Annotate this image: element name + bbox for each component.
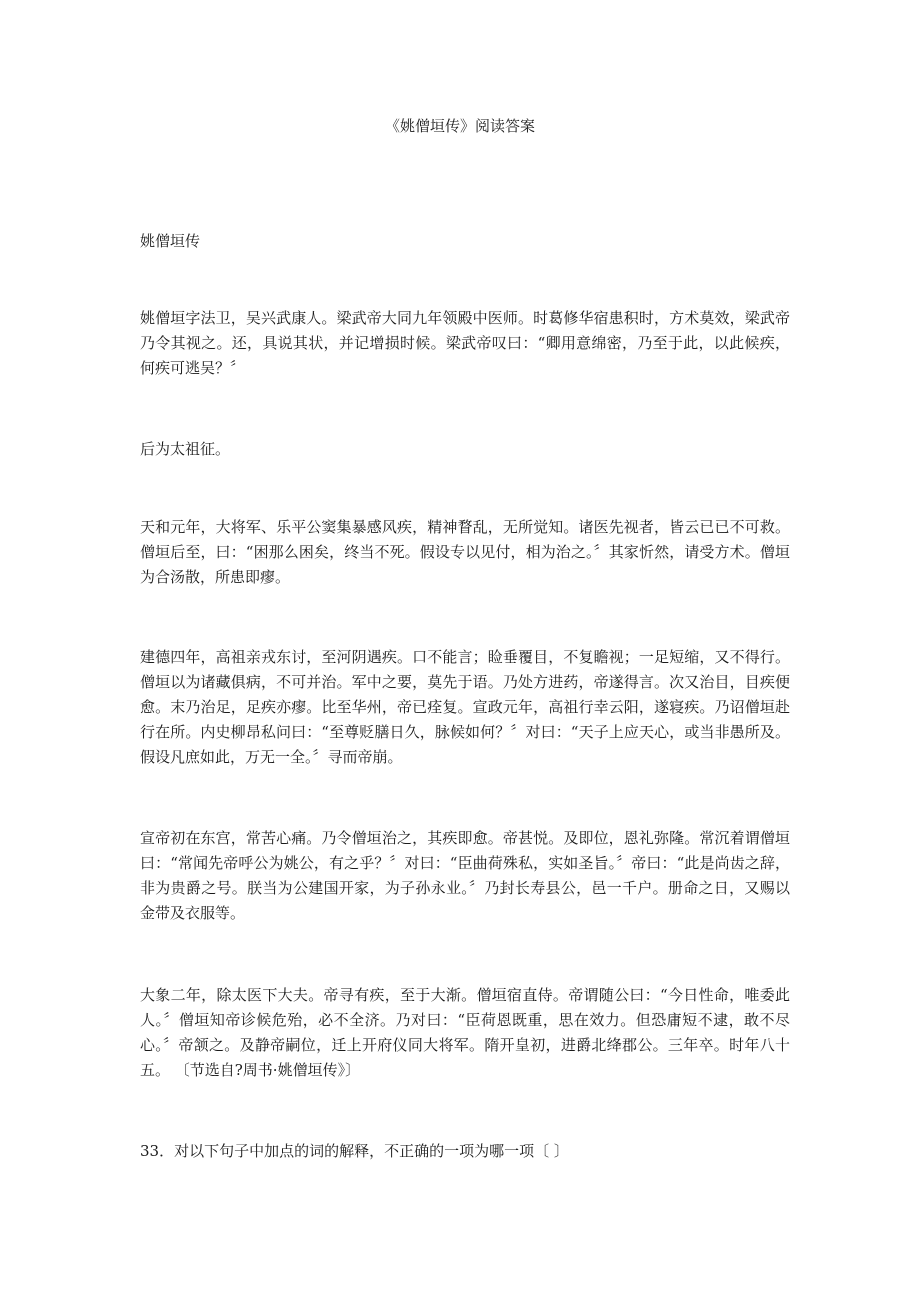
paragraph-6: 大象二年，除太医下大夫。帝寻有疾，至于大渐。僧垣宿直侍。帝谓随公曰：“今日性命，唯委此人。〞僧垣知帝诊候危殆，必不全济。乃对曰：“臣荷恩既重，思在效力。但恐庸短不逮，敢不尽心。〞帝颔之。及静帝嗣位，迁上开府仪同大将军。隋开皇初，进爵北绛郡公。三年卒。时年八十五。 〔节选自?周书·姚僧垣传》〕 [140,986,790,1079]
paragraph-3: 天和元年，大将军、乐平公窦集暴感风疾，精神瞀乱，无所觉知。诸医先视者，皆云已已不可救。僧垣后至，曰：“困那么困矣，终当不死。假设专以见付，相为治之。〞其家忻然，请受方术。僧垣为合汤散，所患即瘳。 [140,518,790,586]
paragraph-4: 建德四年，高祖亲戎东讨，至河阴遇疾。口不能言；睑垂覆目，不复瞻视；一足短缩，又不得行。僧垣以为诸藏俱病，不可并治。军中之要，莫先于语。乃处方进药，帝遂得言。次又治目，目疾便愈。末乃治足，足疾亦瘳。比至华州，帝已痊复。宣政元年，高祖行幸云阳，遂寝疾。乃诏僧垣赴行在所。内史柳昂私问曰：“至尊贬膳日久，脉候如何？〞对曰：“天子上应天心，或当非愚所及。假设凡庶如此，万无一全。〞寻而帝崩。 [140,648,790,766]
paragraph-1: 姚僧垣字法卫，吴兴武康人。梁武帝大同九年领殿中医师。时葛修华宿患积时，方术莫效，梁武帝乃令其视之。还，具说其状，并记增损时候。梁武帝叹曰：“卿用意绵密，乃至于此，以此候疾，何疾可逃吴？〞 [140,309,790,377]
document-title: 《姚僧垣传》阅读答案 [384,117,535,135]
paragraph-2: 后为太祖征。 [140,440,231,458]
question-33: 33．对以下句子中加点的词的解释，不正确的一项为哪一项〔 〕 [140,1142,569,1160]
article-heading: 姚僧垣传 [140,232,201,250]
paragraph-5: 宣帝初在东宫，常苦心痛。乃令僧垣治之，其疾即愈。帝甚悦。及即位，恩礼弥隆。常沉着谓僧垣曰：“常闻先帝呼公为姚公，有之乎？〞对曰：“臣曲荷殊私，实如圣旨。〞帝曰：“此是尚齿之辞，非为贵爵之号。朕当为公建国开家，为子孙永业。〞乃封长寿县公，邑一千户。册命之日，又赐以金带及衣服等。 [140,829,790,922]
